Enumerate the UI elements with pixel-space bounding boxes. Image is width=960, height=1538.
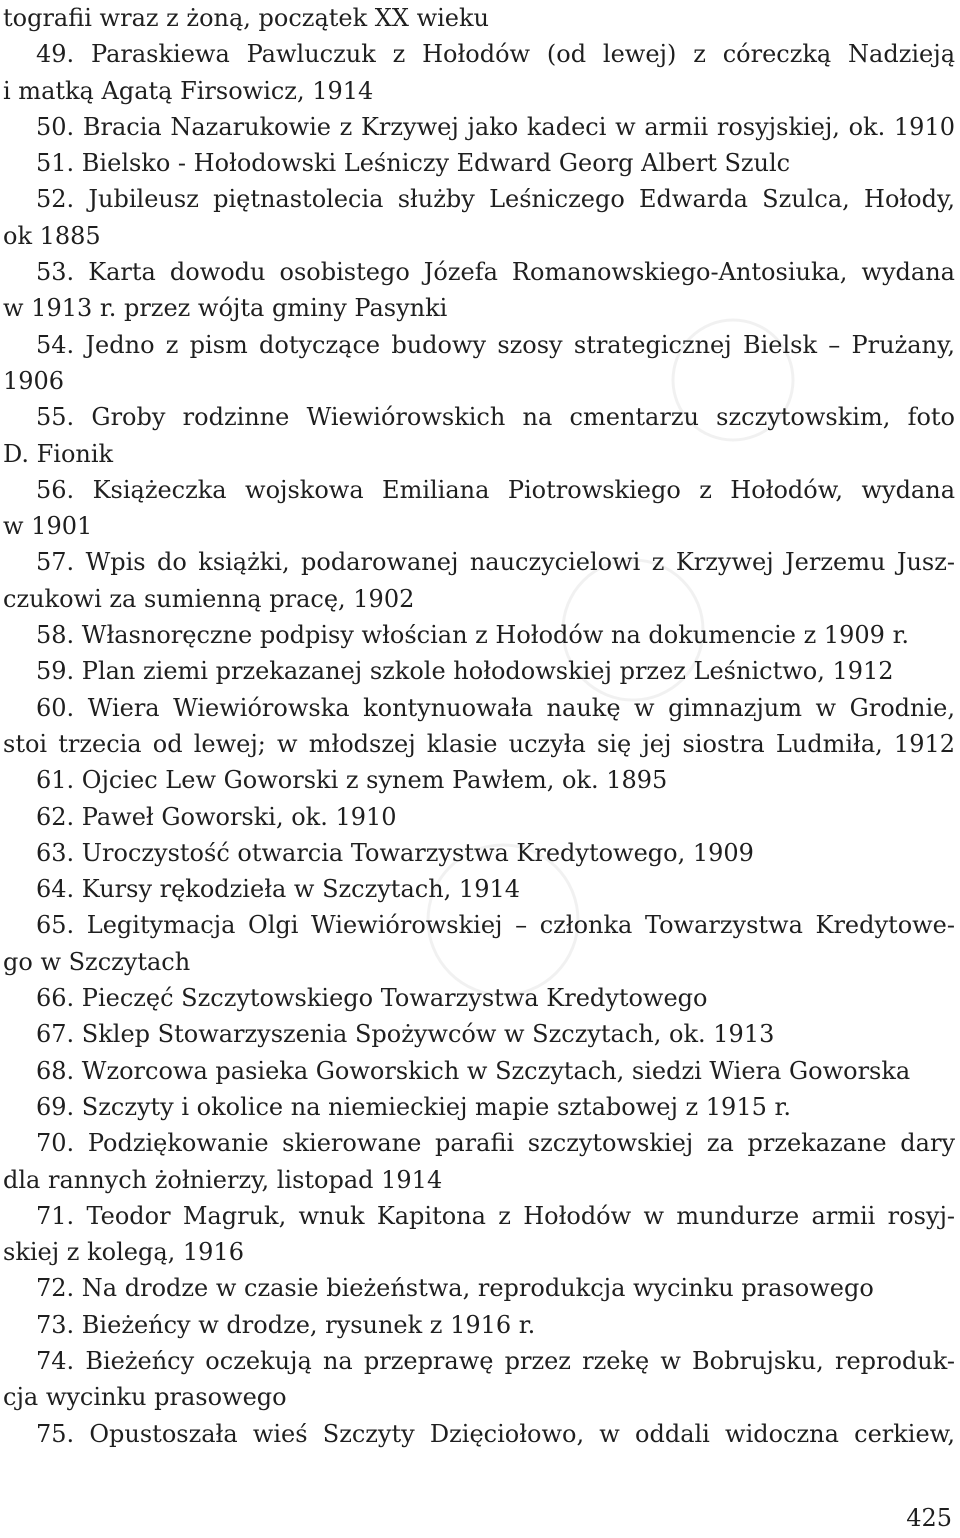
caption-line: 74. Bieżeńcy oczekują na przeprawę przez rzekę w Bobrujsku, reproduk-	[36, 1346, 955, 1375]
caption-line: 54. Jedno z pism dotyczące budowy szosy strategicznej Bielsk – Prużany,	[36, 330, 955, 359]
caption-line: 51. Bielsko - Hołodowski Leśniczy Edward Georg Albert Szulc	[36, 149, 791, 178]
caption-line: 49. Paraskiewa Pawluczuk z Hołodów (od lewej) z córeczką Nadzieją	[36, 40, 955, 69]
caption-line: D. Fionik	[3, 439, 114, 468]
caption-line: 68. Wzorcowa pasieka Goworskich w Szczytach, siedzi Wiera Goworska	[36, 1056, 911, 1085]
caption-line: 60. Wiera Wiewiórowska kontynuowała naukę w gimnazjum w Grodnie,	[36, 693, 955, 722]
page-number: 425	[906, 1504, 952, 1532]
caption-line: 62. Paweł Goworski, ok. 1910	[36, 802, 397, 831]
caption-line: 65. Legitymacja Olgi Wiewiórowskiej – członka Towarzystwa Kredytowe-	[36, 911, 955, 940]
caption-line: stoi trzecia od lewej; w młodszej klasie uczyła się jej siostra Ludmiła, 1912	[3, 729, 955, 758]
document-page	[3, 0, 955, 1538]
caption-line: 75. Opustoszała wieś Szczyty Dzięciołowo, w oddali widoczna cerkiew,	[36, 1419, 955, 1448]
caption-line: 50. Bracia Nazarukowie z Krzywej jako kadeci w armii rosyjskiej, ok. 1910	[36, 112, 955, 141]
caption-line: 66. Pieczęć Szczytowskiego Towarzystwa Kredytowego	[36, 984, 708, 1013]
caption-line: 61. Ojciec Lew Goworski z synem Pawłem, ok. 1895	[36, 766, 668, 795]
caption-line: 53. Karta dowodu osobistego Józefa Romanowskiego-Antosiuka, wydana	[36, 258, 955, 287]
caption-line: skiej z kolegą, 1916	[3, 1238, 244, 1267]
caption-line: 71. Teodor Magruk, wnuk Kapitona z Hołodów w mundurze armii rosyj-	[36, 1201, 955, 1230]
caption-line: i matką Agatą Firsowicz, 1914	[3, 76, 374, 105]
caption-line: 64. Kursy rękodzieła w Szczytach, 1914	[36, 875, 520, 904]
caption-line: dla rannych żołnierzy, listopad 1914	[3, 1165, 443, 1194]
caption-line: go w Szczytach	[3, 947, 191, 976]
caption-line: czukowi za sumienną pracę, 1902	[3, 584, 415, 613]
caption-line: 59. Plan ziemi przekazanej szkole hołodowskiej przez Leśnictwo, 1912	[36, 657, 894, 686]
caption-list	[3, 0, 955, 1452]
caption-line: 69. Szczyty i okolice na niemieckiej mapie sztabowej z 1915 r.	[36, 1092, 791, 1121]
caption-line: 56. Książeczka wojskowa Emiliana Piotrowskiego z Hołodów, wydana	[36, 475, 955, 504]
caption-line: 70. Podziękowanie skierowane parafii szczytowskiej za przekazane dary	[36, 1129, 955, 1158]
caption-line: 73. Bieżeńcy w drodze, rysunek z 1916 r.	[36, 1310, 536, 1339]
caption-line: 58. Własnoręczne podpisy włościan z Hołodów na dokumencie z 1909 r.	[36, 621, 910, 650]
caption-line: 52. Jubileusz piętnastolecia służby Leśniczego Edwarda Szulca, Hołody,	[36, 185, 955, 214]
caption-line: 67. Sklep Stowarzyszenia Spożywców w Szczytach, ok. 1913	[36, 1020, 775, 1049]
caption-line: 55. Groby rodzinne Wiewiórowskich na cmentarzu szczytowskim, foto	[36, 403, 955, 432]
caption-line: 57. Wpis do książki, podarowanej nauczycielowi z Krzywej Jerzemu Jusz-	[36, 548, 955, 577]
caption-line: cja wycinku prasowego	[3, 1383, 287, 1412]
caption-line: 72. Na drodze w czasie bieżeństwa, reprodukcja wycinku prasowego	[36, 1274, 874, 1303]
caption-line: w 1901	[3, 512, 93, 541]
caption-line: w 1913 r. przez wójta gminy Pasynki	[3, 294, 448, 323]
caption-line: ok 1885	[3, 221, 101, 250]
caption-line: tografii wraz z żoną, początek XX wieku	[3, 4, 489, 32]
caption-line: 63. Uroczystość otwarcia Towarzystwa Kredytowego, 1909	[36, 838, 754, 867]
caption-line: 1906	[3, 366, 65, 395]
